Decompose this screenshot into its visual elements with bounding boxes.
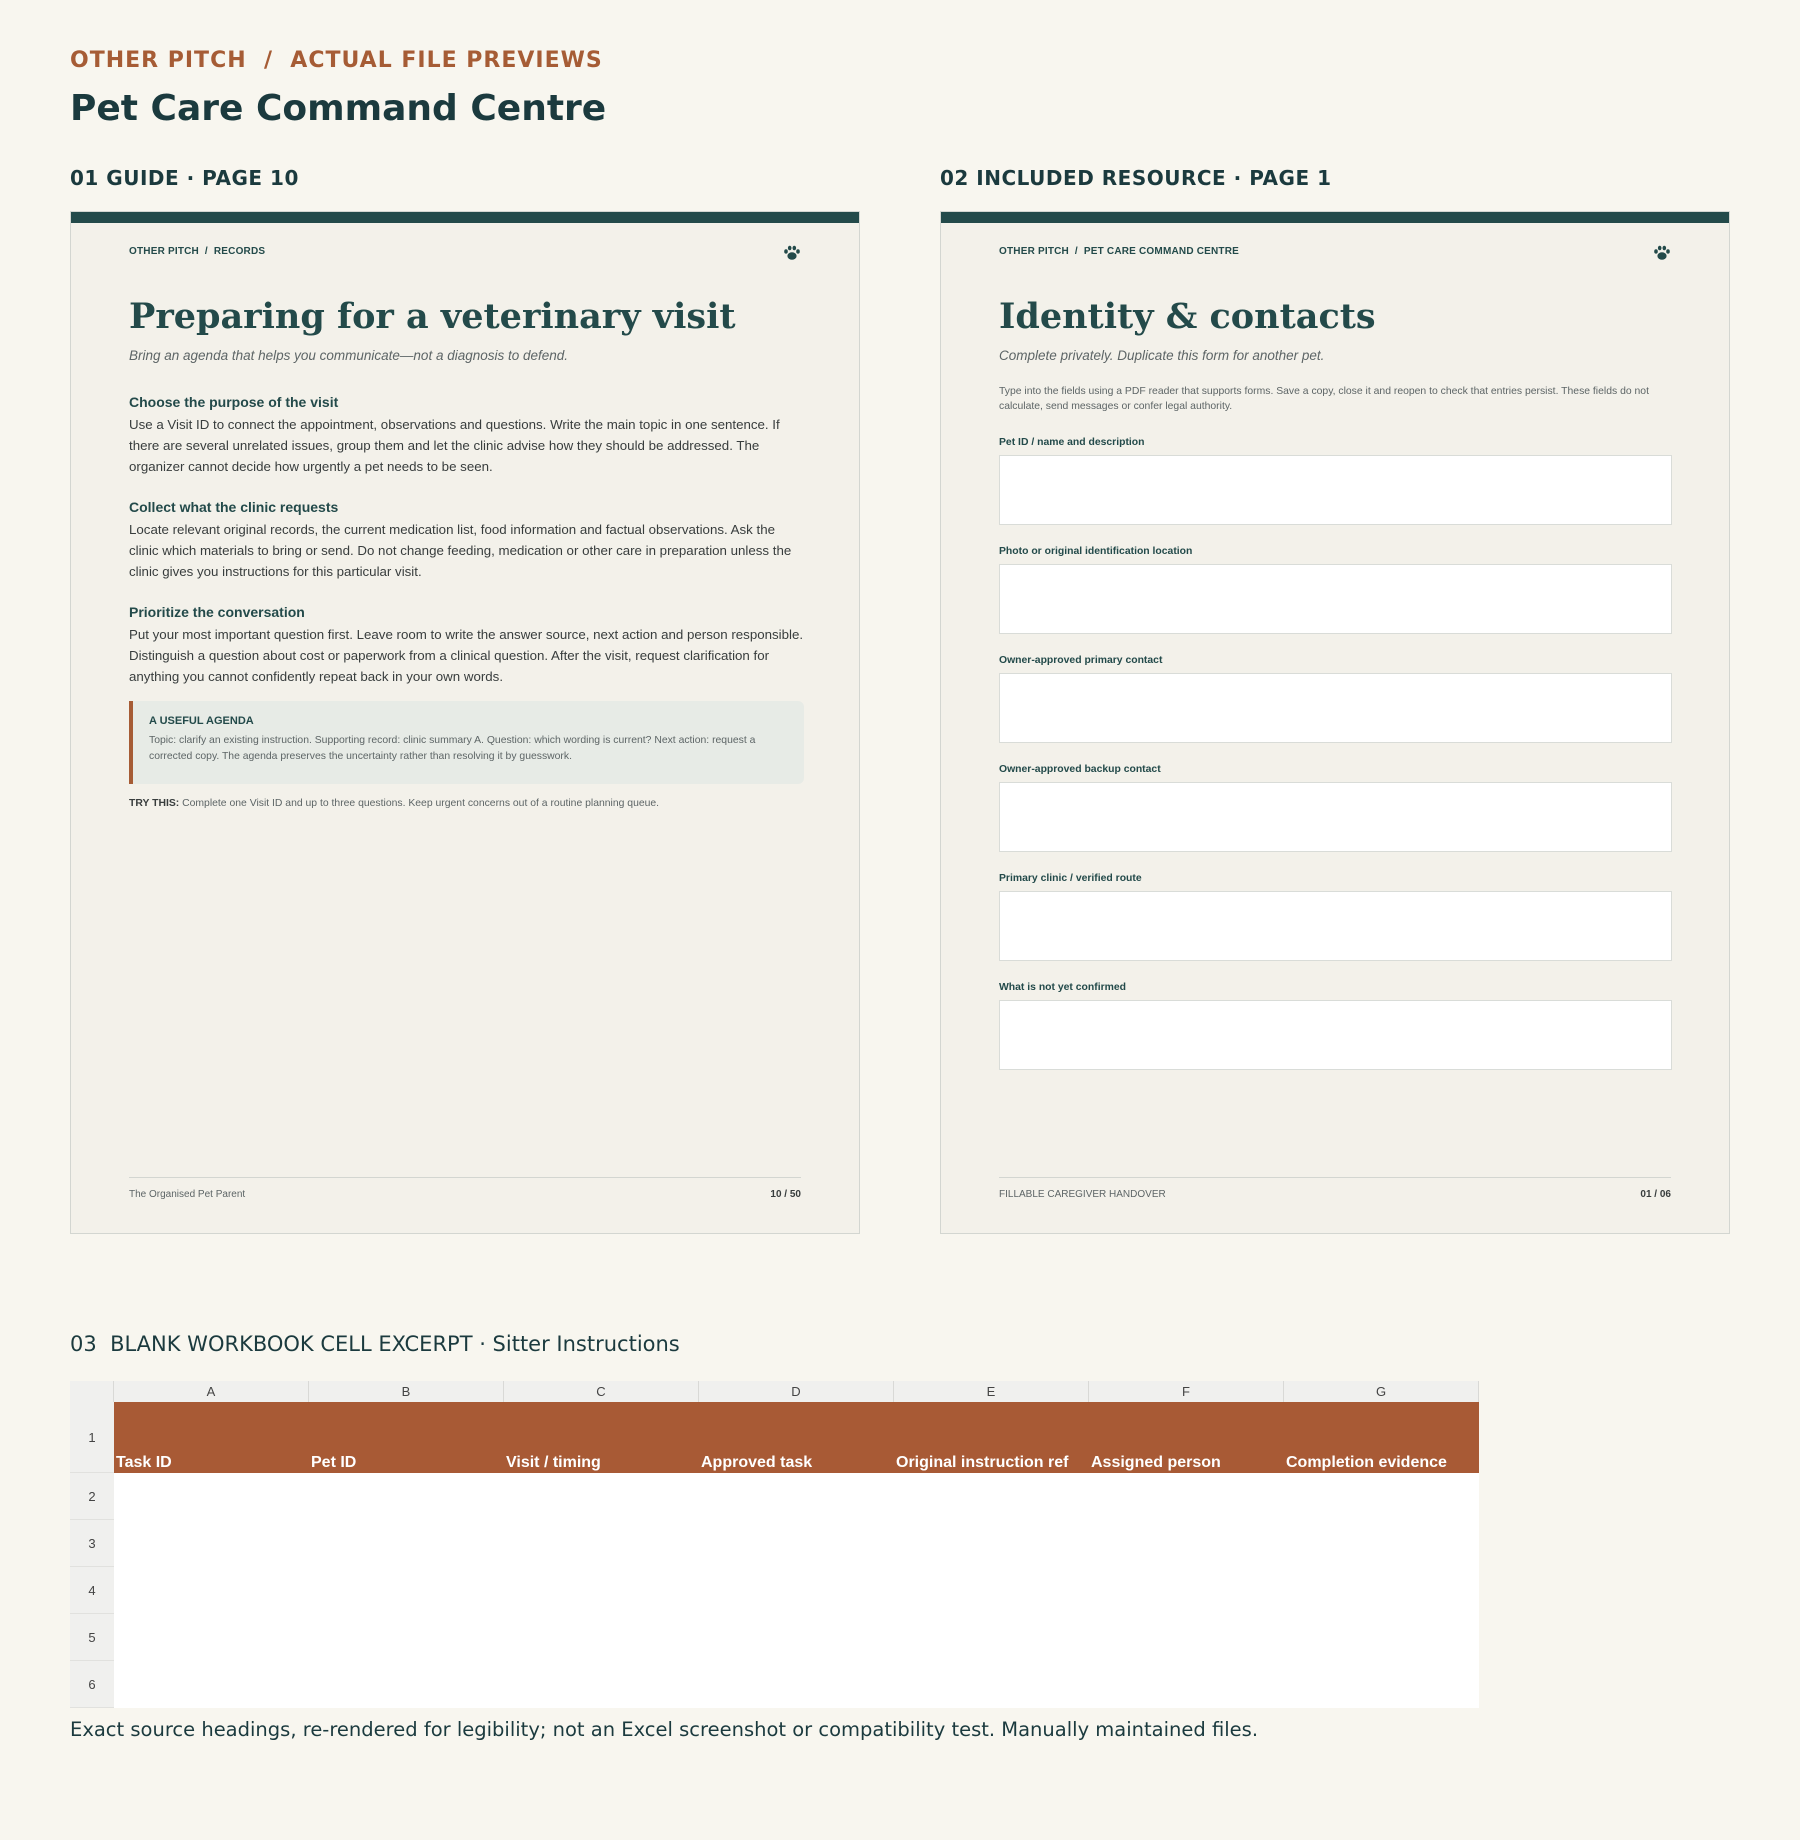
column-header[interactable]: A (114, 1381, 309, 1402)
footer-divider (999, 1177, 1671, 1178)
form-instructions: Type into the fields using a PDF reader that supports forms. Save a copy, close it and reopen to check that entries persist. These fields do not calculate, send messages or confer legal authority. (999, 386, 1649, 412)
paw-icon (1653, 245, 1671, 261)
form-field (999, 982, 1672, 1091)
form-subtitle: Complete privately. Duplicate this form for another pet. (999, 348, 1325, 363)
guide-section (129, 604, 804, 687)
sheet-cell[interactable] (114, 1567, 309, 1614)
section-body: Use a Visit ID to connect the appointment, observations and questions. Write the main topic in one sentence. If there are several unrelated issues, group them and let the clinic advise how they should be addressed. The organizer cannot decide how urgently a pet needs to be seen. (129, 417, 780, 474)
sheet-cell[interactable] (894, 1473, 1089, 1520)
sheet-cell[interactable] (1284, 1520, 1479, 1567)
sheet-cell[interactable] (114, 1661, 309, 1708)
section-body: Put your most important question first. Leave room to write the answer source, next action and person responsible. Distinguish a question about cost or paperwork from a clinical question. After the visit, request clarification for anything you cannot confidently repeat back in your own words. (129, 627, 804, 684)
row-number[interactable]: 5 (70, 1614, 114, 1661)
table-row (70, 1473, 1479, 1520)
page-top-bar (941, 212, 1729, 223)
sheet-cell[interactable] (699, 1614, 894, 1661)
form-field (999, 437, 1672, 546)
header-cell[interactable]: Assigned person (1089, 1402, 1284, 1473)
panel-label-resource: 02 INCLUDED RESOURCE · PAGE 1 (940, 166, 1332, 190)
sheet-cell[interactable] (114, 1473, 309, 1520)
guide-page-preview (70, 211, 860, 1234)
panel-label-guide: 01 GUIDE · PAGE 10 (70, 166, 299, 190)
form-field (999, 655, 1672, 764)
sheet-cell[interactable] (114, 1614, 309, 1661)
field-label: Owner-approved backup contact (999, 764, 1161, 775)
sheet-cell[interactable] (699, 1661, 894, 1708)
guide-section (129, 394, 804, 477)
backup-contact-field[interactable] (999, 782, 1672, 852)
pet-id-field[interactable] (999, 455, 1672, 525)
agenda-callout (129, 701, 804, 784)
column-header[interactable]: F (1089, 1381, 1284, 1402)
callout-body: Topic: clarify an existing instruction. Supporting record: clinic summary A. Question: which wording is current? Next action: request a corrected copy. The agenda preserves the uncertainty rather than resolving it by guesswork. (149, 735, 756, 762)
form-field (999, 873, 1672, 982)
sheet-cell[interactable] (894, 1567, 1089, 1614)
page-title: Pet Care Command Centre (70, 88, 607, 129)
resource-page-preview (940, 211, 1730, 1234)
column-header[interactable]: G (1284, 1381, 1479, 1402)
sheet-cell[interactable] (699, 1520, 894, 1567)
row-number[interactable]: 3 (70, 1520, 114, 1567)
photo-location-field[interactable] (999, 564, 1672, 634)
row-number[interactable]: 4 (70, 1567, 114, 1614)
sheet-disclaimer: Exact source headings, re-rendered for legibility; not an Excel screenshot or compatibility test. Manually maintained files. (70, 1718, 1259, 1741)
header-cell[interactable]: Visit / timing (504, 1402, 699, 1473)
page-top-bar (71, 212, 859, 223)
sheet-cell[interactable] (309, 1567, 504, 1614)
sheet-cell[interactable] (504, 1473, 699, 1520)
section-body: Locate relevant original records, the current medication list, food information and factual observations. Ask the clinic which materials to bring or send. Do not change feeding, medication or other care in preparation unless the clinic gives you instructions for this particular visit. (129, 522, 792, 579)
header-cell[interactable]: Task ID (114, 1402, 309, 1473)
section-heading: Choose the purpose of the visit (129, 394, 339, 410)
sheet-cell[interactable] (1284, 1567, 1479, 1614)
not-confirmed-field[interactable] (999, 1000, 1672, 1070)
sheet-cell[interactable] (1284, 1661, 1479, 1708)
table-row (70, 1567, 1479, 1614)
row-number[interactable]: 6 (70, 1661, 114, 1708)
section-heading: Prioritize the conversation (129, 604, 305, 620)
column-header[interactable]: D (699, 1381, 894, 1402)
form-fields (999, 437, 1672, 1091)
callout-heading: A USEFUL AGENDA (149, 715, 254, 727)
sheet-cell[interactable] (894, 1520, 1089, 1567)
form-title: Identity & contacts (999, 296, 1376, 337)
sheet-cell[interactable] (504, 1661, 699, 1708)
breadcrumb: OTHER PITCH / RECORDS (129, 246, 266, 257)
guide-body (129, 394, 804, 809)
table-row (70, 1520, 1479, 1567)
section-heading: Collect what the clinic requests (129, 499, 339, 515)
field-label: Owner-approved primary contact (999, 655, 1163, 666)
guide-title: Preparing for a veterinary visit (129, 296, 736, 337)
header-cell[interactable]: Pet ID (309, 1402, 504, 1473)
sheet-cell[interactable] (504, 1614, 699, 1661)
column-header[interactable]: C (504, 1381, 699, 1402)
sheet-cell[interactable] (1089, 1614, 1284, 1661)
sheet-cell[interactable] (1089, 1567, 1284, 1614)
field-label: Pet ID / name and description (999, 437, 1145, 448)
form-field (999, 546, 1672, 655)
sheet-cell[interactable] (1089, 1473, 1284, 1520)
footer-page-number: 01 / 06 (1640, 1189, 1671, 1200)
table-row (70, 1614, 1479, 1661)
sheet-cell[interactable] (894, 1614, 1089, 1661)
guide-section (129, 499, 804, 582)
sheet-cell[interactable] (309, 1614, 504, 1661)
primary-clinic-field[interactable] (999, 891, 1672, 961)
footer-book-title: The Organised Pet Parent (129, 1189, 246, 1200)
row-number[interactable]: 2 (70, 1473, 114, 1520)
sheet-cell[interactable] (504, 1520, 699, 1567)
sheet-cell[interactable] (1089, 1520, 1284, 1567)
column-header-row (70, 1381, 1479, 1402)
paw-icon (783, 245, 801, 261)
row-number[interactable]: 1 (70, 1402, 114, 1473)
sheet-cell[interactable] (1089, 1661, 1284, 1708)
breadcrumb: OTHER PITCH / PET CARE COMMAND CENTRE (999, 246, 1240, 257)
column-header[interactable]: E (894, 1381, 1089, 1402)
sheet-cell[interactable] (699, 1473, 894, 1520)
spreadsheet-excerpt (70, 1381, 1479, 1708)
footer-page-number: 10 / 50 (770, 1189, 801, 1200)
guide-subtitle: Bring an agenda that helps you communicate—not a diagnosis to defend. (129, 348, 569, 363)
sheet-cell[interactable] (1284, 1473, 1479, 1520)
pitch-kicker: OTHER PITCH / ACTUAL FILE PREVIEWS (70, 48, 603, 73)
field-label: What is not yet confirmed (999, 982, 1127, 993)
table-row (70, 1661, 1479, 1708)
sheet-cell[interactable] (309, 1661, 504, 1708)
try-this-label: TRY THIS: (129, 798, 180, 809)
header-cell[interactable]: Approved task (699, 1402, 894, 1473)
field-label: Photo or original identification location (999, 546, 1193, 557)
sheet-cell[interactable] (309, 1473, 504, 1520)
try-this-note (129, 798, 804, 809)
footer-divider (129, 1177, 801, 1178)
field-label: Primary clinic / verified route (999, 873, 1142, 884)
sheet-cell[interactable] (114, 1520, 309, 1567)
header-cell[interactable]: Completion evidence (1284, 1402, 1479, 1473)
header-cell[interactable]: Original instruction ref (894, 1402, 1089, 1473)
primary-contact-field[interactable] (999, 673, 1672, 743)
sheet-cell[interactable] (504, 1567, 699, 1614)
sheet-cell[interactable] (894, 1661, 1089, 1708)
form-field (999, 764, 1672, 873)
sheet-cell[interactable] (309, 1520, 504, 1567)
try-this-text: Complete one Visit ID and up to three questions. Keep urgent concerns out of a routine planning queue. (179, 798, 660, 809)
sheet-cell[interactable] (699, 1567, 894, 1614)
column-header[interactable]: B (309, 1381, 504, 1402)
table-row (70, 1402, 1479, 1473)
sheet-excerpt-title: 03 BLANK WORKBOOK CELL EXCERPT · Sitter Instructions (70, 1332, 680, 1356)
sheet-cell[interactable] (1284, 1614, 1479, 1661)
select-all-corner[interactable] (70, 1381, 114, 1402)
footer-form-name: FILLABLE CAREGIVER HANDOVER (999, 1189, 1166, 1200)
